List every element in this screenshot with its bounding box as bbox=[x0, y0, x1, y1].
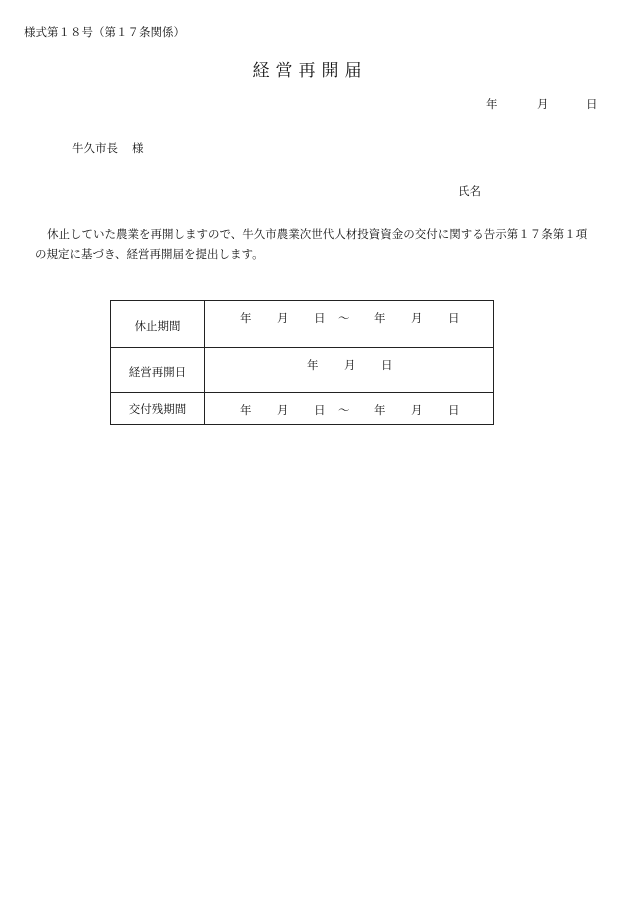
to-day-label: 日 bbox=[448, 403, 460, 417]
from-day-label: 日 bbox=[314, 403, 326, 417]
from-day-label: 日 bbox=[314, 311, 326, 325]
suspension-period-value bbox=[205, 301, 494, 348]
body-line-1: 休止していた農業を再開しますので、牛久市農業次世代人材投資資金の交付に関する告示第１７条第１項 bbox=[47, 227, 588, 241]
resumption-day-label: 日 bbox=[381, 358, 393, 372]
to-year-label: 年 bbox=[374, 311, 386, 325]
to-day-label: 日 bbox=[448, 311, 460, 325]
resumption-month-label: 月 bbox=[344, 358, 356, 372]
form-number: 様式第１８号（第１７条関係） bbox=[24, 25, 185, 39]
document-title: 経営再開届 bbox=[252, 61, 368, 81]
date-day-label: 日 bbox=[586, 97, 598, 111]
body-text bbox=[35, 224, 605, 264]
table-row-suspension-period bbox=[111, 301, 494, 348]
table-row-resumption-date bbox=[111, 348, 494, 393]
info-table bbox=[110, 300, 494, 425]
resumption-date-value bbox=[205, 348, 494, 393]
table-row-remaining-grant-period bbox=[111, 393, 494, 425]
body-line-2: の規定に基づき、経営再開届を提出します。 bbox=[35, 247, 264, 261]
period-separator: ～ bbox=[338, 403, 350, 417]
to-month-label: 月 bbox=[411, 311, 423, 325]
from-year-label: 年 bbox=[240, 403, 252, 417]
period-separator: ～ bbox=[338, 311, 350, 325]
to-year-label: 年 bbox=[374, 403, 386, 417]
from-month-label: 月 bbox=[277, 311, 289, 325]
addressee bbox=[72, 140, 144, 156]
resumption-year-label: 年 bbox=[307, 358, 319, 372]
applicant-name-label: 氏名 bbox=[458, 184, 481, 198]
date-month-label: 月 bbox=[537, 97, 549, 111]
remaining-grant-period-value bbox=[205, 393, 494, 425]
row-label-resumption-date: 経営再開日 bbox=[111, 348, 205, 393]
addressee-honorific: 様 bbox=[132, 141, 144, 155]
row-label-remaining-grant-period: 交付残期間 bbox=[111, 393, 205, 425]
row-label-suspension-period: 休止期間 bbox=[111, 301, 205, 348]
from-month-label: 月 bbox=[277, 403, 289, 417]
from-year-label: 年 bbox=[240, 311, 252, 325]
addressee-name: 牛久市長 bbox=[72, 141, 118, 155]
date-year-label: 年 bbox=[486, 97, 498, 111]
to-month-label: 月 bbox=[411, 403, 423, 417]
